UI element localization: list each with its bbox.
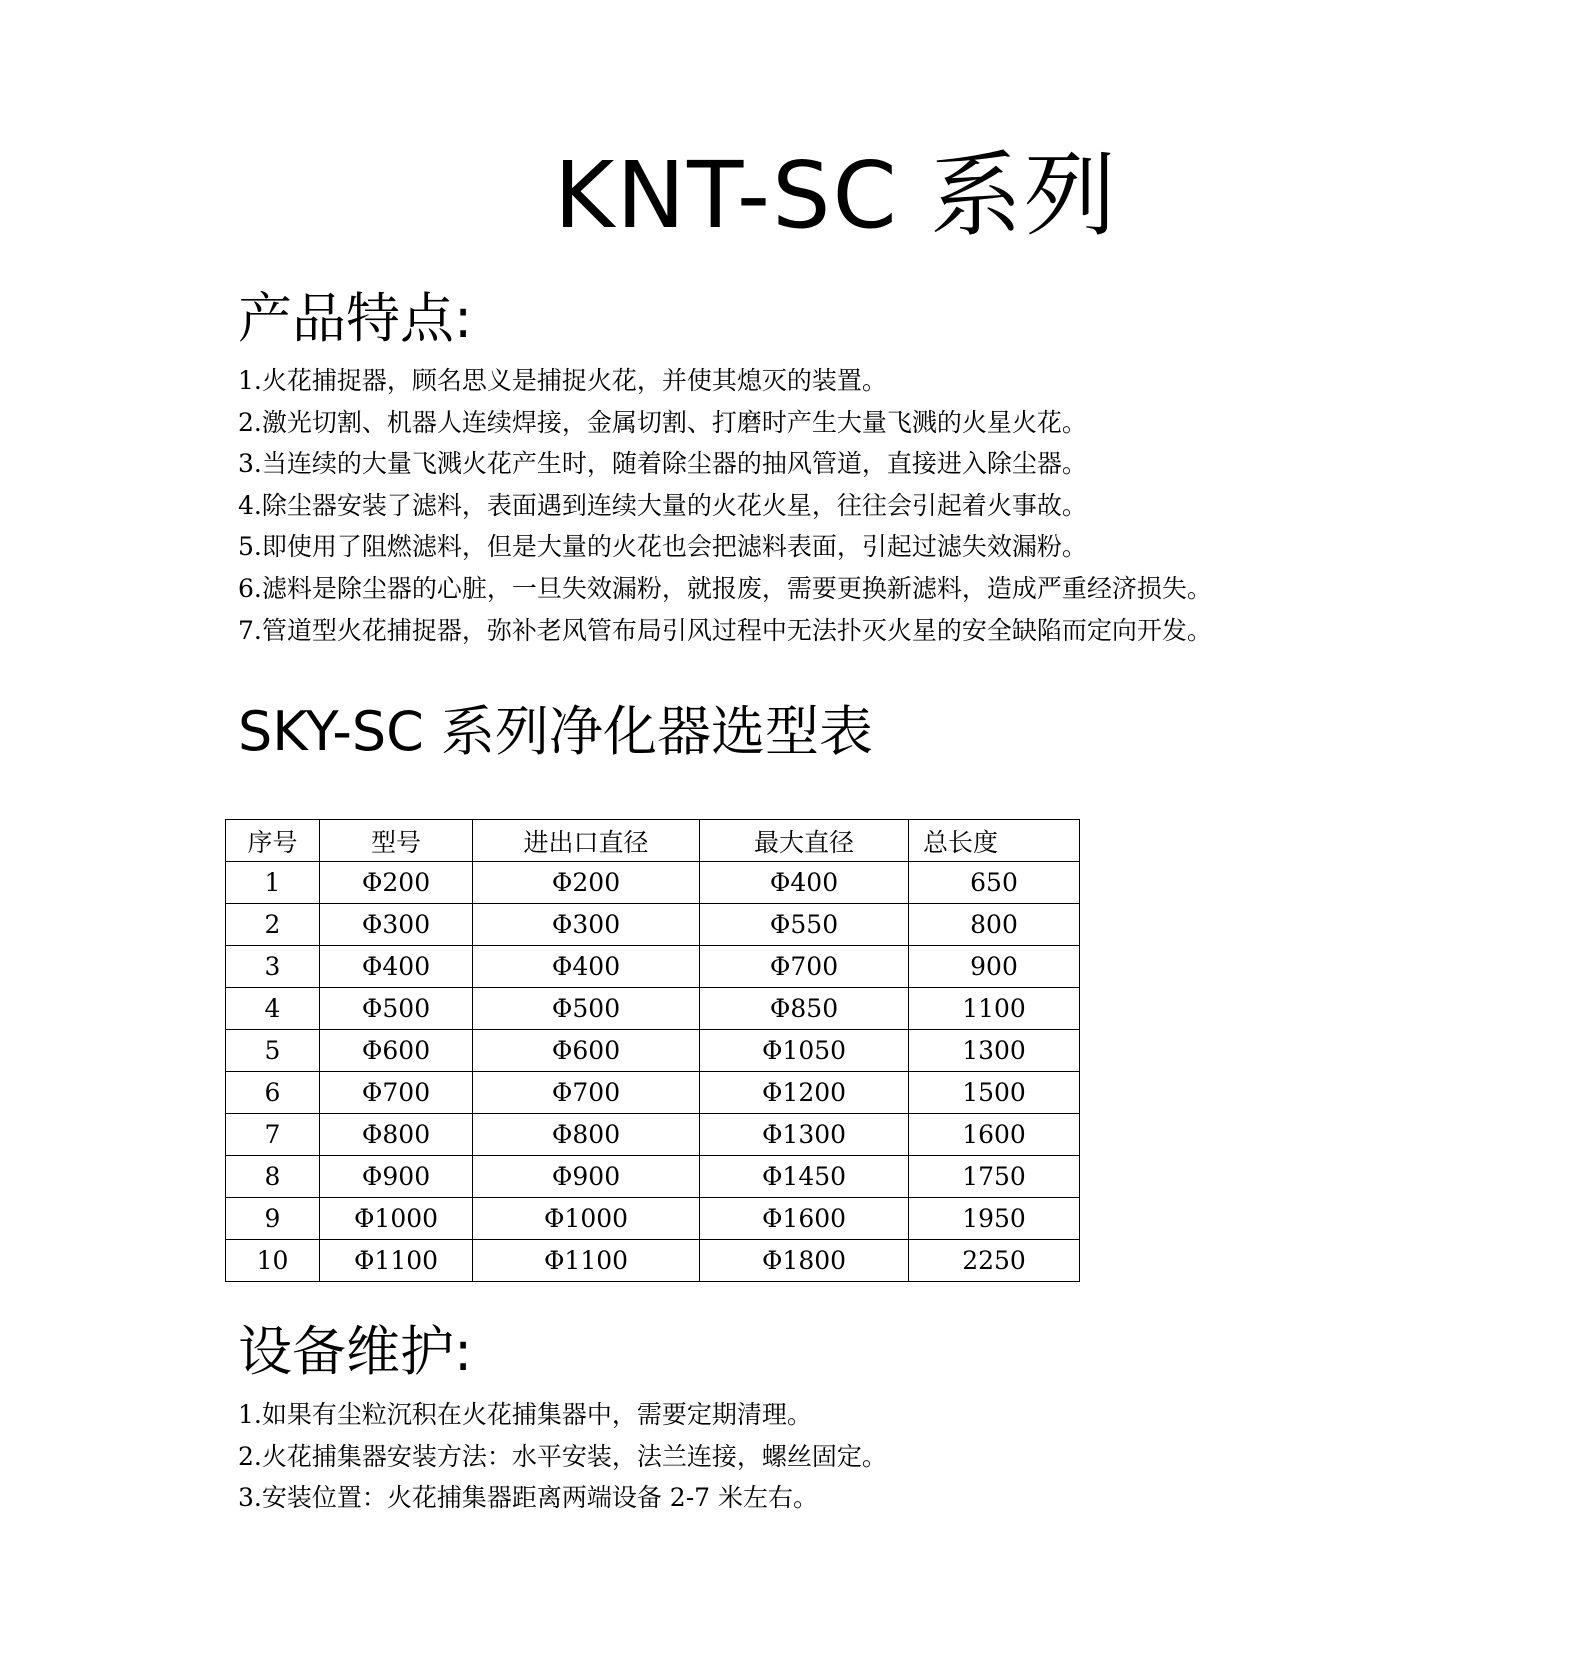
table-cell: Φ1450 (700, 1156, 909, 1198)
table-cell: Φ1000 (320, 1198, 473, 1240)
selection-heading: SKY-SC 系列净化器选型表 (238, 700, 873, 763)
list-item: 6.滤料是除尘器的心脏，一旦失效漏粉，就报废，需要更换新滤料，造成严重经济损失。 (238, 573, 1212, 603)
table-cell: 900 (909, 946, 1080, 988)
table-row (226, 1240, 1080, 1282)
table-cell: Φ1600 (700, 1198, 909, 1240)
table-cell: 5 (226, 1030, 320, 1072)
table-cell: 9 (226, 1198, 320, 1240)
table-cell: Φ1200 (700, 1072, 909, 1114)
list-item: 5.即使用了阻燃滤料，但是大量的火花也会把滤料表面，引起过滤失效漏粉。 (238, 532, 1087, 562)
table-row (226, 1114, 1080, 1156)
table-cell: 8 (226, 1156, 320, 1198)
table-cell: Φ700 (473, 1072, 700, 1114)
maintenance-list (238, 1394, 887, 1519)
table-row (226, 1030, 1080, 1072)
table-row (226, 988, 1080, 1030)
table-cell: Φ1100 (320, 1240, 473, 1282)
table-cell: Φ400 (320, 946, 473, 988)
table-cell: Φ400 (700, 862, 909, 904)
maintenance-heading: 设备维护: (238, 1320, 473, 1383)
column-header: 进出口直径 (473, 820, 700, 862)
table-row (226, 1072, 1080, 1114)
table-cell: Φ1300 (700, 1114, 909, 1156)
table-cell: Φ800 (320, 1114, 473, 1156)
table-cell: Φ900 (473, 1156, 700, 1198)
table-cell: 1750 (909, 1156, 1080, 1198)
table-cell: 1950 (909, 1198, 1080, 1240)
table-cell: Φ300 (320, 904, 473, 946)
table-row (226, 904, 1080, 946)
table-cell: 1100 (909, 988, 1080, 1030)
table-row (226, 946, 1080, 988)
table-cell: Φ600 (473, 1030, 700, 1072)
list-item: 7.管道型火花捕捉器，弥补老风管布局引风过程中无法扑灭火星的安全缺陷而定向开发。 (238, 615, 1212, 645)
table-cell: Φ800 (473, 1114, 700, 1156)
table-cell: Φ500 (473, 988, 700, 1030)
table-cell: Φ700 (700, 946, 909, 988)
table-row (226, 862, 1080, 904)
table-cell: Φ1050 (700, 1030, 909, 1072)
table-cell: Φ900 (320, 1156, 473, 1198)
table-row (226, 1198, 1080, 1240)
list-item: 3.安装位置：火花捕集器距离两端设备 2-7 米左右。 (238, 1483, 819, 1513)
table-cell: Φ700 (320, 1072, 473, 1114)
table-cell: 1 (226, 862, 320, 904)
table-cell: 1500 (909, 1072, 1080, 1114)
column-header: 序号 (226, 820, 320, 862)
list-item: 2.激光切割、机器人连续焊接，金属切割、打磨时产生大量飞溅的火星火花。 (238, 407, 1087, 437)
table-cell: 3 (226, 946, 320, 988)
column-header: 型号 (320, 820, 473, 862)
document-title: KNT-SC 系列 (554, 142, 1118, 249)
table-cell: Φ550 (700, 904, 909, 946)
table-cell: Φ500 (320, 988, 473, 1030)
column-header: 总长度 (909, 820, 1080, 862)
table-cell: 800 (909, 904, 1080, 946)
table-cell: Φ850 (700, 988, 909, 1030)
list-item: 3.当连续的大量飞溅火花产生时，随着除尘器的抽风管道，直接进入除尘器。 (238, 449, 1087, 479)
table-cell: 2250 (909, 1240, 1080, 1282)
table-cell: Φ200 (320, 862, 473, 904)
table-cell: Φ1100 (473, 1240, 700, 1282)
table-cell: Φ200 (473, 862, 700, 904)
list-item: 2.火花捕集器安装方法：水平安装，法兰连接，螺丝固定。 (238, 1441, 887, 1471)
column-header: 最大直径 (700, 820, 909, 862)
features-heading: 产品特点: (238, 287, 473, 350)
table-cell: 1600 (909, 1114, 1080, 1156)
list-item: 1.火花捕捉器，顾名思义是捕捉火花，并使其熄灭的装置。 (238, 366, 887, 395)
table-cell: Φ1800 (700, 1240, 909, 1282)
table-cell: Φ400 (473, 946, 700, 988)
table-cell: 10 (226, 1240, 320, 1282)
table-cell: Φ1000 (473, 1198, 700, 1240)
selection-table (225, 819, 1080, 1282)
features-list (238, 360, 1212, 651)
list-item: 4.除尘器安装了滤料，表面遇到连续大量的火花火星，往往会引起着火事故。 (238, 490, 1087, 520)
list-item: 1.如果有尘粒沉积在火花捕集器中，需要定期清理。 (238, 1400, 812, 1429)
table-row (226, 1156, 1080, 1198)
table-cell: 1300 (909, 1030, 1080, 1072)
table-cell: 650 (909, 862, 1080, 904)
table-cell: Φ300 (473, 904, 700, 946)
table-cell: 2 (226, 904, 320, 946)
table-cell: Φ600 (320, 1030, 473, 1072)
table-cell: 6 (226, 1072, 320, 1114)
table-header-row (226, 820, 1080, 862)
table-cell: 4 (226, 988, 320, 1030)
table-cell: 7 (226, 1114, 320, 1156)
